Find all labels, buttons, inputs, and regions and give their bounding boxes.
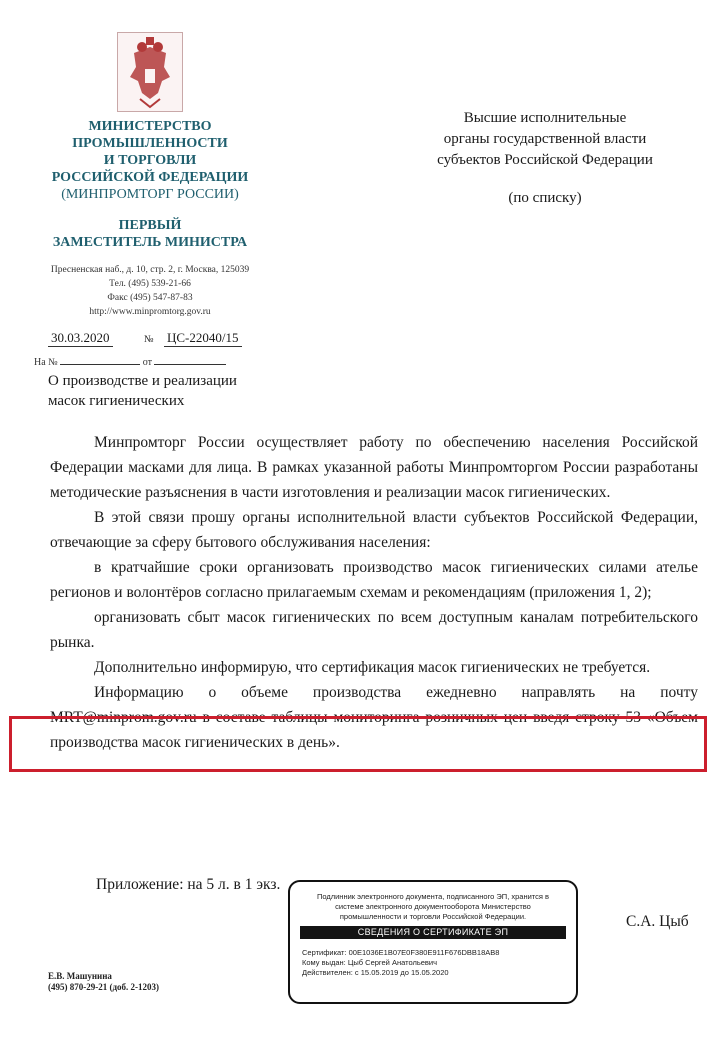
position-line: ЗАМЕСТИТЕЛЬ МИНИСТРА bbox=[52, 235, 248, 250]
na-label: На № bbox=[34, 357, 58, 368]
ministry-abbreviation: (МИНПРОМТОРГ РОССИИ) bbox=[61, 187, 239, 202]
ministry-line: МИНИСТЕРСТВО bbox=[88, 119, 212, 134]
fax: Факс (495) 547-87-83 bbox=[107, 293, 193, 303]
body-paragraph: в кратчайшие сроки организовать производство масок гигиенических силами ателье регионов и волонтёров согласно прилагаемым схемам и рекомендациям (приложения 1, 2); bbox=[50, 559, 698, 601]
stamp-issued-to: Кому выдан: Цыб Сергей Анатольевич bbox=[302, 958, 437, 967]
reference-line bbox=[34, 357, 226, 368]
registration-date: 30.03.2020 bbox=[48, 330, 113, 347]
executor-name: Е.В. Машунина bbox=[48, 971, 112, 981]
stamp-header: Подлинник электронного документа, подписанного ЭП, хранится в системе электронного документооборота Министерство промышленности и торговли Российской Федерации. bbox=[316, 892, 550, 921]
addressee-note: (по списку) bbox=[508, 190, 582, 206]
ministry-line: ПРОМЫШЛЕННОСТИ bbox=[72, 136, 228, 151]
phone: Тел. (495) 539-21-66 bbox=[109, 279, 191, 289]
position-line: ПЕРВЫЙ bbox=[118, 218, 182, 233]
addressee-line: субъектов Российской Федерации bbox=[437, 152, 653, 168]
signer-name: С.А. Цыб bbox=[626, 913, 689, 930]
registration-number: ЦС-22040/15 bbox=[164, 330, 242, 347]
body-paragraph-highlighted: Дополнительно информирую, что сертификация масок гигиенических не требуется. bbox=[94, 659, 651, 676]
letter-subject bbox=[48, 371, 348, 411]
stamp-validity: Действителен: с 15.05.2019 до 15.05.2020 bbox=[302, 968, 449, 977]
addressee-line: органы государственной власти bbox=[443, 131, 647, 147]
executor-phone: (495) 870-29-21 (доб. 2-1203) bbox=[48, 982, 160, 992]
signatory-position bbox=[20, 217, 280, 251]
stamp-certificate: Сертификат: 00E1036E1B07E0F380E911F676DBB18AB8 bbox=[302, 948, 500, 957]
subject-line: О производстве и реализации bbox=[48, 373, 237, 389]
e-signature-stamp bbox=[288, 880, 578, 1004]
ministry-line: РОССИЙСКОЙ ФЕДЕРАЦИИ bbox=[51, 170, 249, 185]
contact-block bbox=[0, 263, 300, 319]
address: Пресненская наб., д. 10, стр. 2, г. Москва, 125039 bbox=[50, 265, 250, 275]
letter-body bbox=[50, 430, 698, 755]
registration-number-label: № bbox=[144, 334, 154, 345]
subject-line: масок гигиенических bbox=[48, 393, 185, 409]
website: http://www.minpromtorg.gov.ru bbox=[89, 307, 211, 317]
executor-block bbox=[48, 971, 159, 993]
addressee-line: Высшие исполнительные bbox=[463, 110, 627, 126]
body-paragraph: В этой связи прошу органы исполнительной власти субъектов Российской Федерации, отвечающие за сферу бытового обслуживания населения: bbox=[50, 509, 698, 551]
body-paragraph: организовать сбыт масок гигиенических по всем доступным каналам потребительского рынка. bbox=[50, 609, 698, 651]
highlight-box bbox=[9, 716, 707, 772]
body-paragraph: Информацию о объеме производства ежедневно направлять на почту MRT@minprom.gov.ru в составе таблицы мониторинга розничных цен введя строку 53 «Объем производства масок гигиенических в день». bbox=[50, 684, 698, 751]
attachment-note: Приложение: на 5 л. в 1 экз. bbox=[96, 876, 281, 893]
ministry-line: И ТОРГОВЛИ bbox=[103, 153, 197, 168]
ot-label: от bbox=[142, 357, 152, 368]
stamp-title: СВЕДЕНИЯ О СЕРТИФИКАТЕ ЭП bbox=[300, 926, 566, 939]
coat-of-arms-icon bbox=[117, 32, 183, 112]
addressee bbox=[400, 108, 690, 171]
body-paragraph: Минпромторг России осуществляет работу по обеспечению населения Российской Федерации масками для лица. В рамках указанной работы Минпромторгом России разработаны методические разъяснения в части изготовления и реализации масок гигиенических. bbox=[50, 434, 698, 501]
ministry-name bbox=[20, 118, 280, 203]
